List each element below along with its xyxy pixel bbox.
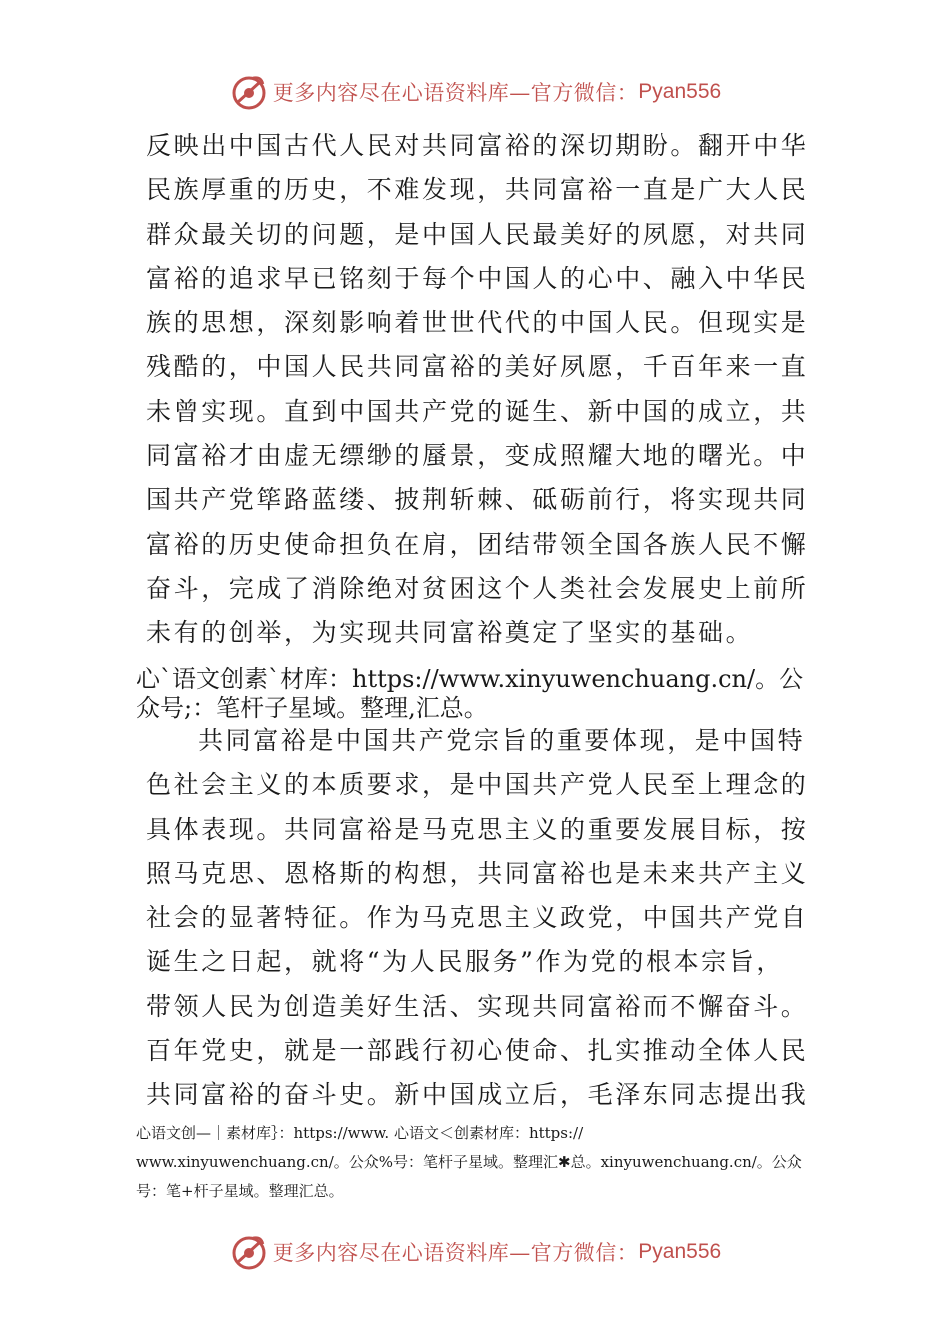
text-line: 同富裕才由虚无缥缈的蜃景，变成照耀大地的曙光。中 (146, 441, 809, 471)
watermark-line: www.xinyuwenchuang.cn/。公众%号：笔杆子星域。整理汇✱总。xinyuwenchuang.cn/。公众 (136, 1153, 802, 1171)
watermark-block-1 (136, 665, 846, 723)
text-line: 富裕的追求早已铭刻于每个中国人的心中、融入中华民 (146, 263, 809, 293)
text-line: 百年党史，就是一部践行初心使命、扎实推动全体人民 (146, 1036, 809, 1066)
watermark-block-2 (136, 1119, 846, 1206)
text-line: 奋斗，完成了消除绝对贫困这个人类社会发展史上前所 (146, 573, 809, 603)
header-banner (0, 70, 950, 114)
paragraph-1 (146, 124, 810, 656)
text-line: 色社会主义的本质要求，是中国共产党人民至上理念的 (146, 770, 809, 800)
text-line: 带领人民为创造美好生活、实现共同富裕而不懈奋斗。 (146, 991, 809, 1021)
paragraph-2 (146, 719, 810, 1118)
text-line: 照马克思、恩格斯的构想，共同富裕也是未来共产主义 (146, 858, 809, 888)
seal-logo-icon (229, 72, 269, 112)
text-line: 诞生之日起，就将“为人民服务”作为党的根本宗旨， (146, 947, 784, 977)
watermark-line: 号：笔+杆子星域。整理汇总。 (136, 1182, 344, 1200)
seal-logo-icon (229, 1232, 269, 1272)
banner-text: 更多内容尽在心语资料库—官方微信： (272, 1241, 639, 1265)
text-line: 未曾实现。直到中国共产党的诞生、新中国的成立，共 (146, 396, 809, 426)
text-line: 反映出中国古代人民对共同富裕的深切期盼。翻开中华 (146, 131, 809, 160)
watermark-line: 心语文创—｜素材库｝：https://www. 心语文＜创素材库：https:// (136, 1124, 584, 1142)
text-line: 国共产党筚路蓝缕、披荆斩棘、砥砺前行，将实现共同 (146, 485, 809, 515)
footer-banner (0, 1230, 950, 1274)
text-line: 残酷的，中国人民共同富裕的美好夙愿，千百年来一直 (146, 352, 809, 382)
text-line: 未有的创举，为实现共同富裕奠定了坚实的基础。 (146, 618, 754, 648)
text-line: 富裕的历史使命担负在肩，团结带领全国各族人民不懈 (146, 529, 809, 559)
banner-text: 更多内容尽在心语资料库—官方微信： (272, 81, 639, 105)
text-line: 社会的显著特征。作为马克思主义政党，中国共产党自 (146, 903, 809, 933)
banner-wechat-id: Pyan556 (638, 1240, 722, 1263)
text-line: 共同富裕是中国共产党宗旨的重要体现，是中国特 (198, 726, 806, 755)
watermark-line: 心`语文创素`材库：https://www.xinyuwenchuang.cn/。公 (136, 665, 804, 693)
text-line: 群众最关切的问题，是中国人民最美好的夙愿，对共同 (146, 219, 809, 249)
text-line: 民族厚重的历史，不难发现，共同富裕一直是广大人民 (146, 175, 809, 205)
watermark-line: 众号;：笔杆子星域。整理,汇总。 (136, 694, 488, 722)
text-line: 具体表现。共同富裕是马克思主义的重要发展目标，按 (146, 814, 809, 844)
text-line: 族的思想，深刻影响着世世代代的中国人民。但现实是 (146, 308, 809, 338)
text-line: 共同富裕的奋斗史。新中国成立后，毛泽东同志提出我 (146, 1080, 809, 1110)
banner-wechat-id: Pyan556 (638, 80, 722, 103)
